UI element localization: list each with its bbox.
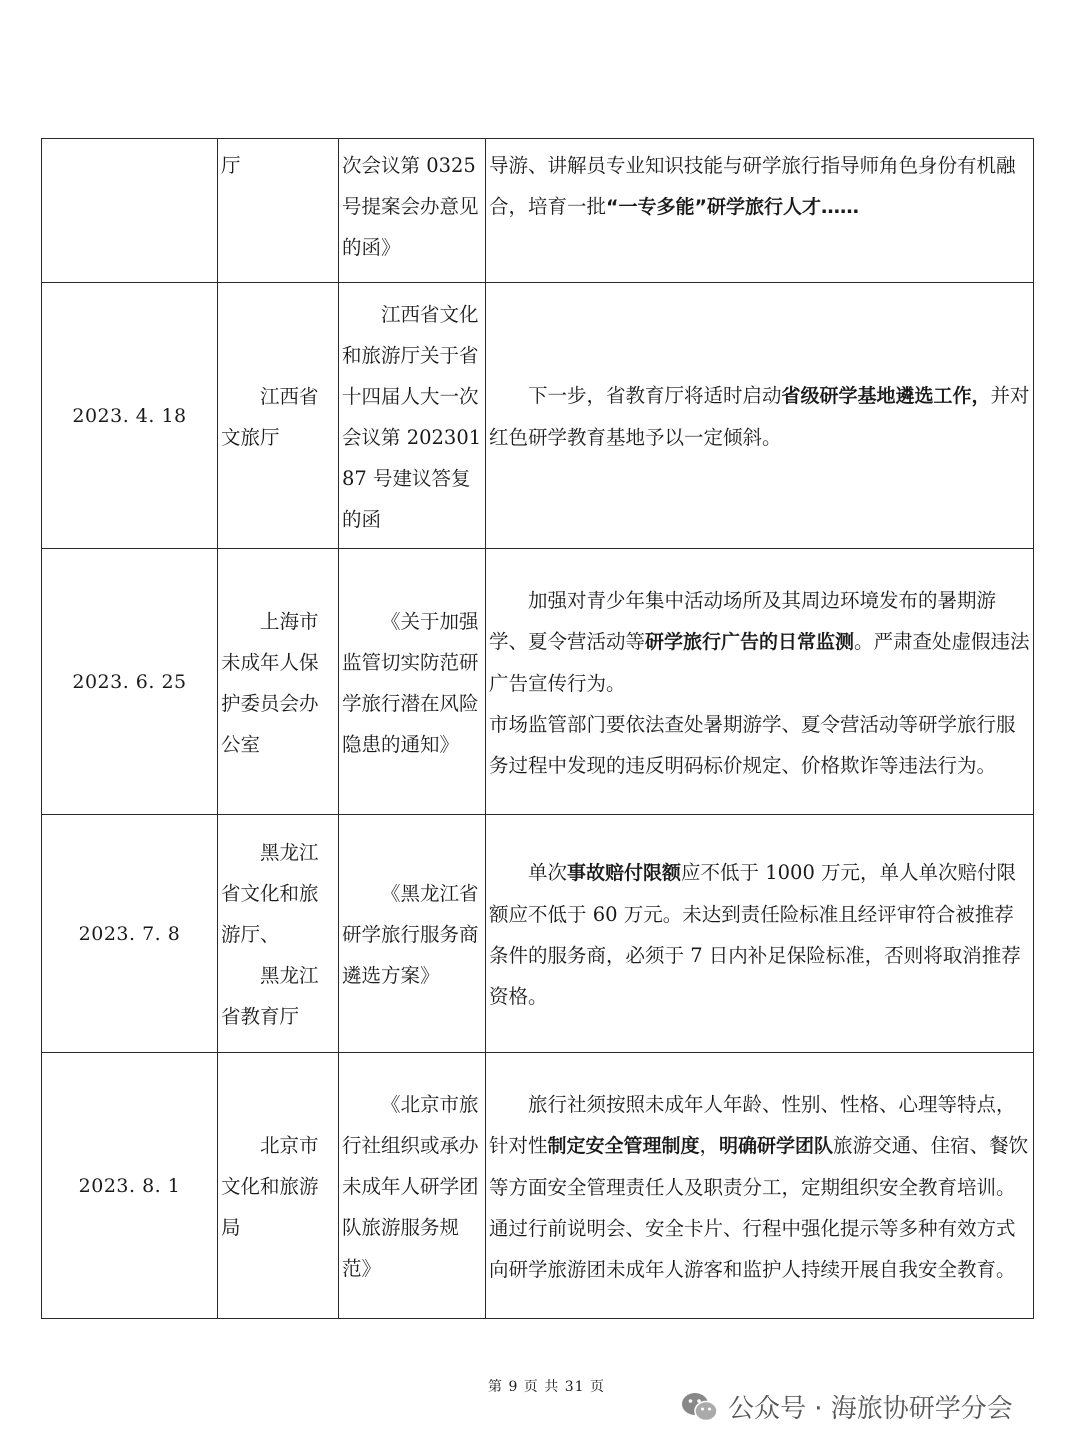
- content-cell: [486, 815, 1034, 1053]
- document-cell: [339, 1053, 486, 1319]
- date-cell: 2023. 8. 1: [42, 1053, 218, 1319]
- content-text: 下一步，省教育厅将适时启动: [528, 384, 782, 407]
- content-highlight: 制定安全管理制度: [547, 1134, 700, 1157]
- date-cell: 2023. 6. 25: [42, 549, 218, 815]
- table-row: [42, 549, 1034, 815]
- content-text: 单次: [528, 861, 568, 884]
- department-text: 上海市未成年人保护委员会办公室: [221, 609, 319, 756]
- content-paragraph: 市场监管部门要依法查处暑期游学、夏令营活动等研学旅行服务过程中发现的违反明码标价规定、价格欺诈等违法行为。: [489, 712, 1016, 777]
- document-text: 江西省文化和旅游厅关于省十四届人大一次会议第 20230187 号建议答复的函: [342, 302, 482, 531]
- content-paragraph: [489, 580, 1030, 704]
- department-cell: [218, 815, 339, 1053]
- department-text: 厅: [221, 154, 241, 177]
- content-paragraph: [489, 1084, 1030, 1290]
- document-cell: 次会议第 0325 号提案会办意见的函》: [339, 139, 486, 283]
- wechat-icon: [680, 1390, 720, 1424]
- table-row: [42, 139, 1034, 283]
- date-cell: 2023. 4. 18: [42, 283, 218, 549]
- content-cell: [486, 139, 1034, 283]
- content-highlight: “一专多能”研学旅行人才……: [606, 196, 859, 218]
- department-text: 黑龙江省文化和旅游厅、: [221, 841, 319, 946]
- document-text: 《关于加强监管切实防范研学旅行潜在风险隐患的通知》: [342, 609, 479, 756]
- content-cell: [486, 549, 1034, 815]
- page-number: 第 9 页 共 31 页: [488, 1379, 605, 1395]
- table-row: [42, 1053, 1034, 1319]
- content-text: 旅行社须按照未成年人年龄、性别、性格、心理等特点，针对性: [489, 1092, 1016, 1157]
- content-paragraph: [489, 852, 1030, 1017]
- document-text: 《北京市旅行社组织或承办未成年人研学团队旅游服务规范》: [342, 1093, 479, 1280]
- content-highlight: 明确研学团队: [719, 1134, 834, 1157]
- document-cell: [339, 815, 486, 1053]
- department-cell: [218, 1053, 339, 1319]
- watermark-text: 公众号 · 海旅协研学分会: [728, 1394, 1013, 1424]
- department-text: 江西省文旅厅: [221, 384, 319, 449]
- content-paragraph: [489, 375, 1030, 458]
- content-text: ，: [699, 1133, 720, 1157]
- date-cell: [42, 139, 218, 283]
- department-cell: [218, 549, 339, 815]
- content-text: 导游、讲解员专业知识技能与研学旅行指导师角色身份有机融合，培育一批: [489, 154, 1016, 218]
- content-text: 加强对青少年集中活动场所及其周边环境发布的暑期游学、夏令营活动等: [489, 588, 997, 653]
- wechat-watermark: [680, 1388, 1013, 1425]
- content-text: 旅游交通、住宿、餐饮等方面安全管理责任人及职责分工，定期组织安全教育培训。通过行前说明会、安全卡片、行程中强化提示等多种有效方式向研学旅游团未成年人游客和监护人持续开展自我安全教育。: [489, 1133, 1029, 1281]
- department-text: 黑龙江省教育厅: [221, 964, 319, 1028]
- date-cell: 2023. 7. 8: [42, 815, 218, 1053]
- document-cell: [339, 283, 486, 549]
- content-text: 。严肃查处虚假违法广告宣传行为。: [489, 629, 1030, 695]
- department-text: 北京市文化和旅游局: [221, 1134, 319, 1239]
- department-cell: [218, 139, 339, 283]
- table-row: [42, 815, 1034, 1053]
- content-text: 应不低于 1000 万元，单人单次赔付限额应不低于 60 万元。未达到责任险标准且经评审符合被推荐条件的服务商，必须于 7 日内补足保险标准，否则将取消推荐资格。: [489, 861, 1021, 1008]
- content-text: 并对红色研学教育基地予以一定倾斜。: [489, 384, 1030, 449]
- department-cell: [218, 283, 339, 549]
- content-highlight: 研学旅行广告的日常监测: [645, 630, 855, 653]
- document-text: 《黑龙江省研学旅行服务商遴选方案》: [342, 882, 479, 987]
- document-cell: [339, 549, 486, 815]
- content-cell: [486, 283, 1034, 549]
- policy-table: [41, 138, 1034, 1319]
- table-row: [42, 283, 1034, 549]
- content-highlight: 事故赔付限额: [567, 862, 682, 884]
- content-highlight: 省级研学基地遴选工作，: [781, 385, 991, 407]
- content-cell: [486, 1053, 1034, 1319]
